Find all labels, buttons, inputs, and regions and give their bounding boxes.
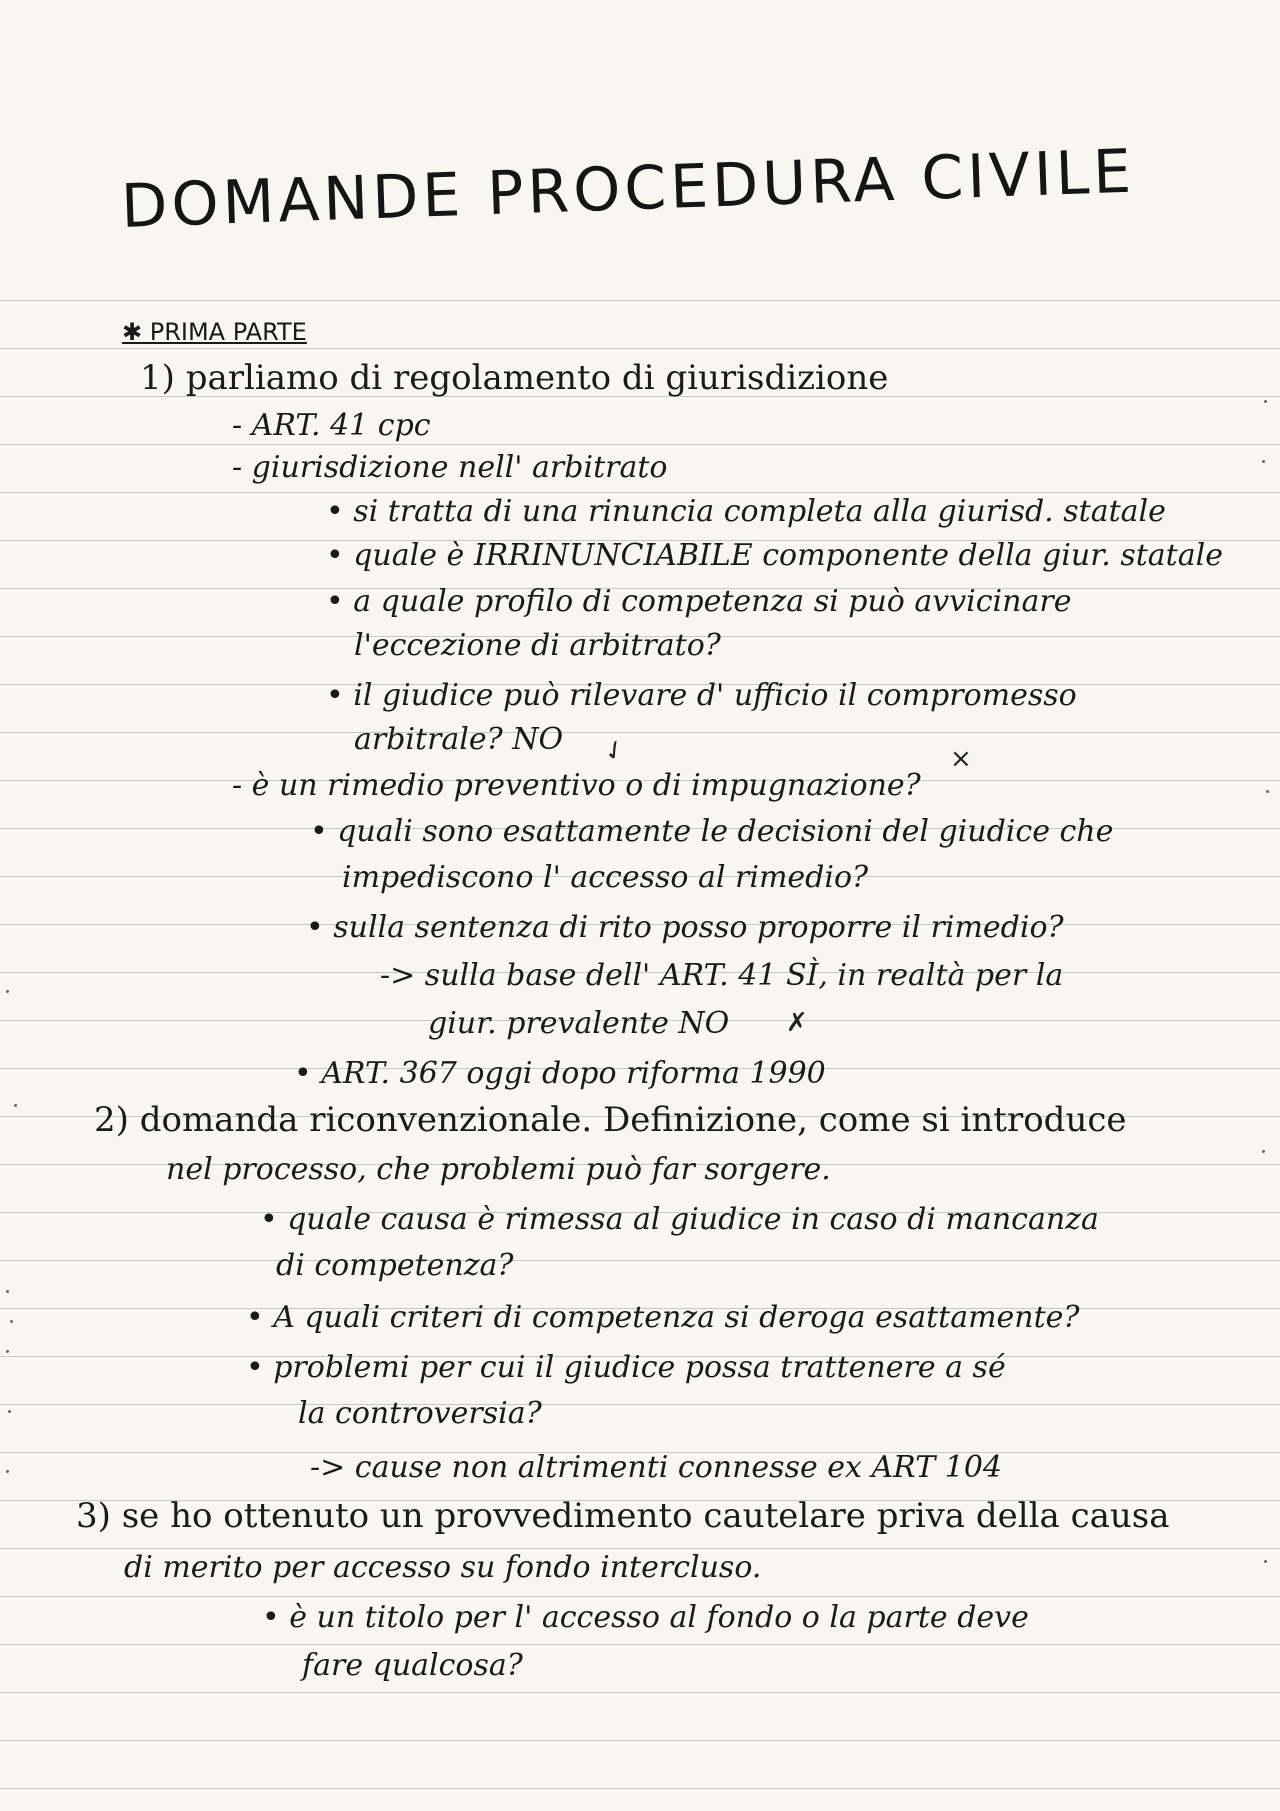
note-line: • a quale profilo di competenza si può avvicinare: [326, 584, 1072, 619]
note-line: di merito per accesso su fondo intercluso.: [124, 1550, 762, 1585]
margin-dot: [6, 1470, 9, 1473]
margin-dot: [14, 1104, 17, 1107]
ruled-line: [0, 732, 1280, 733]
ruled-line: [0, 1788, 1280, 1789]
ruled-line: [0, 1644, 1280, 1645]
cross-mark: ✗: [786, 1008, 808, 1038]
note-line: • ART. 367 oggi dopo riforma 1990: [294, 1056, 826, 1091]
note-line: fare qualcosa?: [302, 1648, 523, 1683]
note-line: -> sulla base dell' ART. 41 SÌ, in realtà per la: [380, 958, 1064, 993]
margin-dot: [1264, 400, 1267, 403]
note-line: • quali sono esattamente le decisioni del giudice che: [310, 814, 1114, 849]
ruled-line: [0, 1740, 1280, 1741]
ruled-line: [0, 1692, 1280, 1693]
ruled-line: [0, 1548, 1280, 1549]
page-title: DOMANDE PROCEDURA CIVILE: [120, 136, 1137, 242]
note-line: nel processo, che problemi può far sorgere.: [166, 1152, 831, 1187]
note-line: - giurisdizione nell' arbitrato: [232, 450, 668, 485]
margin-dot: [1262, 1150, 1265, 1153]
ruled-line: [0, 444, 1280, 445]
question-3: 3) se ho ottenuto un provvedimento cautelare priva della causa: [76, 1496, 1170, 1536]
margin-dot: [6, 1350, 9, 1353]
margin-dot: [8, 1410, 11, 1413]
cross-mark: ×: [950, 744, 972, 774]
note-line: la controversia?: [298, 1396, 542, 1431]
check-mark: ✓: [597, 732, 632, 770]
note-line: giur. prevalente NO: [428, 1006, 730, 1041]
note-line: arbitrale? NO: [354, 722, 564, 757]
ruled-line: [0, 348, 1280, 349]
note-line: • quale causa è rimessa al giudice in caso di mancanza: [260, 1202, 1099, 1237]
note-line: impediscono l' accesso al rimedio?: [342, 860, 869, 895]
margin-dot: [10, 1320, 13, 1323]
note-line: l'eccezione di arbitrato?: [354, 628, 721, 663]
note-line: - è un rimedio preventivo o di impugnazione?: [232, 768, 921, 803]
section-heading: ✱ PRIMA PARTE: [122, 318, 307, 346]
ruled-line: [0, 300, 1280, 301]
ruled-line: [0, 1260, 1280, 1261]
margin-dot: [1266, 790, 1269, 793]
margin-dot: [1262, 460, 1265, 463]
ruled-line: [0, 1404, 1280, 1405]
ruled-line: [0, 492, 1280, 493]
question-2: 2) domanda riconvenzionale. Definizione, come si introduce: [94, 1100, 1127, 1140]
margin-dot: [1264, 1560, 1267, 1563]
margin-dot: [6, 1290, 9, 1293]
note-line: • sulla sentenza di rito posso proporre il rimedio?: [306, 910, 1064, 945]
note-line: • il giudice può rilevare d' ufficio il compromesso: [326, 678, 1077, 713]
note-line: - ART. 41 cpc: [232, 408, 431, 443]
note-line: • quale è IRRINUNCIABILE componente della giur. statale: [326, 538, 1223, 573]
note-line: di competenza?: [276, 1248, 514, 1283]
note-line: • è un titolo per l' accesso al fondo o la parte deve: [262, 1600, 1029, 1635]
note-line: • problemi per cui il giudice possa trattenere a sé: [246, 1350, 1006, 1385]
question-1: 1) parliamo di regolamento di giurisdizione: [140, 358, 889, 398]
note-line: -> cause non altrimenti connesse ex ART 104: [310, 1450, 1003, 1485]
note-line: • si tratta di una rinuncia completa alla giurisd. statale: [326, 494, 1166, 529]
margin-dot: [6, 990, 9, 993]
ruled-line: [0, 1596, 1280, 1597]
note-line: • A quali criteri di competenza si deroga esattamente?: [246, 1300, 1080, 1335]
